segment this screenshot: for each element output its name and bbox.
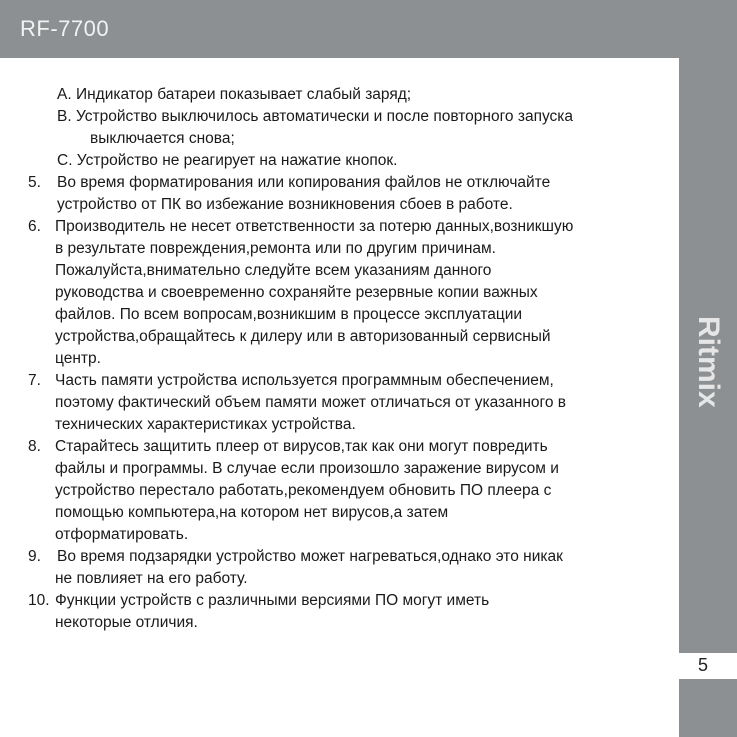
text-line: поэтому фактический объем памяти может отличаться от указанного в xyxy=(55,394,566,411)
page-number: 5 xyxy=(697,655,708,675)
ritmix-logo xyxy=(679,310,737,430)
text-line: Часть памяти устройства используется программным обеспечением, xyxy=(55,372,554,389)
text-line: Во время форматирования или копирования файлов не отключайте xyxy=(57,174,551,191)
text-line: C. Устройство не реагирует на нажатие кнопок. xyxy=(57,152,398,169)
text-line: Во время подзарядки устройство может нагреваться,однако это никак xyxy=(57,548,563,565)
text-line: помощью компьютера,на котором нет вирусов,а затем xyxy=(55,504,449,521)
text-line: B. Устройство выключилось автоматически и после повторного запуска xyxy=(57,108,574,125)
text-line: в результате повреждения,ремонта или по другим причинам. xyxy=(55,240,496,257)
text-line: центр. xyxy=(55,350,101,367)
text-line: не повлияет на его работу. xyxy=(55,570,248,587)
text-line: устройство перестало работать,рекомендуем обновить ПО плеера с xyxy=(55,482,552,499)
text-line: устройства,обращайтесь к дилеру или в авторизованный сервисный xyxy=(55,328,551,345)
text-line: файлы и программы. В случае если произошло заражение вирусом и xyxy=(55,460,559,477)
text-line: отформатировать. xyxy=(55,526,189,543)
svg-text:Ritmix: Ritmix xyxy=(692,316,725,408)
page-number-box xyxy=(679,653,737,679)
text-line: руководства и своевременно сохраняйте резервные копии важных xyxy=(55,284,538,301)
text-line: Производитель не несет ответственности за потерю данных,возникшую xyxy=(55,218,574,235)
text-line: некоторые отличия. xyxy=(55,614,198,631)
list-number: 8. xyxy=(28,438,41,455)
text-line: технических характеристиках устройства. xyxy=(55,416,356,433)
model-name: RF-7700 xyxy=(20,16,110,41)
text-line: выключается снова; xyxy=(90,130,235,147)
text-line: файлов. По всем вопросам,возникшим в процессе эксплуатации xyxy=(55,306,523,323)
text-line: устройство от ПК во избежание возникновения сбоев в работе. xyxy=(57,196,513,213)
list-number: 5. xyxy=(28,174,41,191)
text-line: Пожалуйста,внимательно следуйте всем указаниям данного xyxy=(55,262,492,279)
page-header xyxy=(0,0,737,58)
list-number: 10. xyxy=(28,592,50,609)
text-line: Функции устройств с различными версиями ПО могут иметь xyxy=(55,592,490,609)
text-line: A. Индикатор батареи показывает слабый заряд; xyxy=(57,86,412,103)
list-number: 6. xyxy=(28,218,41,235)
text-line: Старайтесь защитить плеер от вирусов,так как они могут повредить xyxy=(55,438,548,455)
list-number: 7. xyxy=(28,372,41,389)
list-number: 9. xyxy=(28,548,41,565)
